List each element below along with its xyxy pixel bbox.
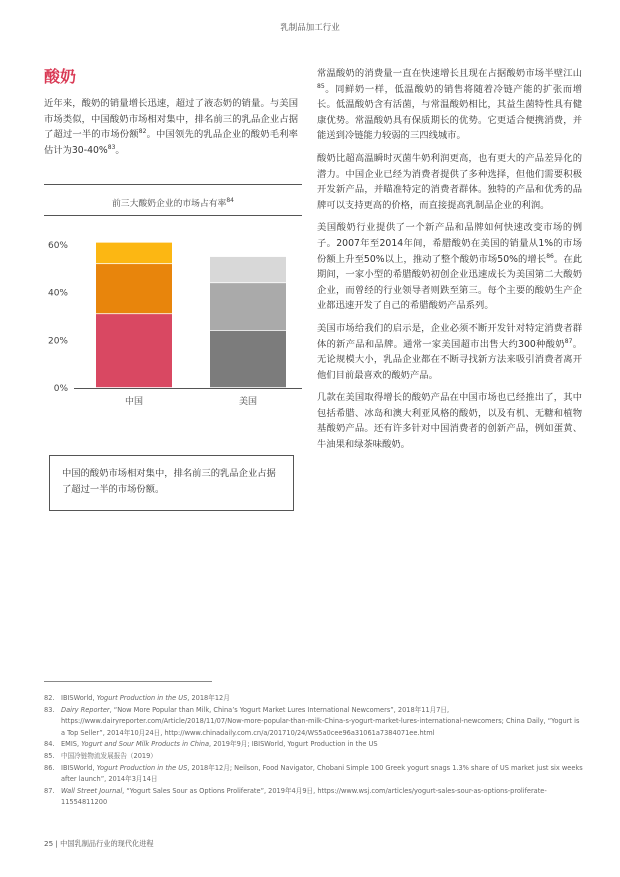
bar-segment-us-2 <box>210 283 286 330</box>
y-tick-label: 60% <box>47 241 68 251</box>
y-tick-label: 0% <box>53 384 68 394</box>
x-tick-label: 美国 <box>238 397 258 407</box>
paragraph-profitability: 酸奶比超高温瞬时灭菌牛奶利润更高，也有更大的产品差异化的潜力。中国企业已经为消费者提供了多种选择，但他们需要积极开发新产品，并瞄准特定的消费者群体。独特的产品和优秀的品牌可以支持更高的价格，而直接提高乳制品企业的利润。 <box>317 152 582 211</box>
y-tick-label: 20% <box>47 336 68 347</box>
page-footer: 25 | 中国乳制品行业的现代化进程 <box>44 839 154 848</box>
bar-segment-china-1 <box>96 314 172 387</box>
footnote-text: 中国冷链物流发展报告（2019） <box>61 751 157 760</box>
callout-box: 中国的酸奶市场相对集中，排名前三的乳品企业占据了超过一半的市场份额。 <box>49 455 294 511</box>
footnote-text: Wall Street Journal, “Yogurt Sales Sour as Options Proliferate”, 2019年4月9日, https://www.wsj.com/articles/yogurt-sales-sour-as-options-proliferate-11554811200 <box>61 786 547 807</box>
left-column <box>44 66 298 164</box>
footnote-number: 82. <box>44 694 55 702</box>
paragraph-us-lesson: 美国市场给我们的启示是，企业必须不断开发针对特定消费者群体的新产品和品牌。通常一家美国超市出售大约300种酸奶$^{87}$。无论规模大小，乳品企业都在不断寻找新方法来吸引消费者离开他们目前最喜欢的酸奶产品。 <box>317 322 582 381</box>
footnote-82 <box>44 693 584 705</box>
footnotes <box>44 693 584 809</box>
footnote-text: IBISWorld, Yogurt Production in the US, 2018年12月; Neilson, Food Navigator, Chobani Simple 100 Greek yogurt snags 1.3% share of US market just six weeks after launch”, 2014年3月14日 <box>61 763 583 784</box>
footnote-86 <box>44 763 584 786</box>
footnote-text: IBISWorld, Yogurt Production in the US, 2018年12月 <box>61 694 230 702</box>
paragraph-us-example: 美国酸奶行业提供了一个新产品和品牌如何快速改变市场的例子。2007年至2014年间，希腊酸奶在美国的销量从1%的市场份额上升至50%以上，推动了整个酸奶市场50%的增长$^{86}$。在此期间，一家小型的希腊酸奶初创企业迅速成长为美国第二大酸奶企业，而曾经的行业领导者则跌至第三。每个主要的酸奶生产企业都迅速开发了自己的希腊酸奶产品系列。 <box>317 222 582 312</box>
chart-top-rule <box>44 184 302 185</box>
running-header: 乳制品加工行业 <box>280 23 340 33</box>
y-tick-label: 40% <box>47 288 68 299</box>
footnote-text: Dairy Reporter, “Now More Popular than Milk, China’s Yogurt Market Lures International Newcomers”, 2018年11月7日, https://www.dairyreporter.com/Article/2018/11/07/Now-more-popular-than-milk-China-s-yogurt-market-lures-international-newcomers; China Daily, “Yogurt is a Top Seller”, 2014年10月24日, http://www.chinadaily.com.cn/a/201710/24/WS5a0cee96a31061a7384071ee.html <box>61 705 580 737</box>
footnote-85 <box>44 751 584 763</box>
footnote-number: 85. <box>44 751 55 760</box>
footnote-rule <box>44 681 212 682</box>
footnote-number: 87. <box>44 786 55 795</box>
market-share-chart <box>44 224 302 414</box>
footnote-83 <box>44 705 584 740</box>
chart-title-rule <box>44 215 302 216</box>
intro-paragraph: 近年来，酸奶的销量增长迅速，超过了液态奶的销量。与美国市场类似，中国酸奶市场相对集中，排名前三的乳品企业占据了超过一半的市场份额$^{82}$。中国领先的乳品企业的酸奶毛利率估计为30-40%$^{83}$。 <box>44 98 298 156</box>
footnote-84 <box>44 739 584 751</box>
chart-title: 前三大酸奶企业的市场占有率$^{84}$ <box>111 197 234 209</box>
paragraph-china-launches: 几款在美国取得增长的酸奶产品在中国市场也已经推出了，其中包括希腊、冰岛和澳大利亚风格的酸奶，以及有机、无糖和植物基酸奶产品。还有许多针对中国消费者的创新产品，例如蛋黄、牛油果和绿茶味酸奶。 <box>317 392 582 451</box>
bar-segment-us-1 <box>210 331 286 387</box>
footnote-number: 84. <box>44 740 55 749</box>
bar-segment-us-3 <box>210 257 286 282</box>
footnote-text: EMIS, Yogurt and Sour Milk Products in China, 2019年9月; IBISWorld, Yogurt Production in the US <box>61 740 378 749</box>
footnote-number: 83. <box>44 705 55 714</box>
x-tick-label: 中国 <box>124 397 144 407</box>
bar-segment-china-3 <box>96 243 172 264</box>
footnote-87 <box>44 786 584 809</box>
footnote-number: 86. <box>44 763 55 772</box>
paragraph-ambient-yogurt: 常温酸奶的消费量一直在快速增长且现在占据酸奶市场半壁江山$^{85}$。同鲜奶一样，低温酸奶的销售将随着冷链产能的扩张而增长。低温酸奶含有活菌，与常温酸奶相比，其益生菌特性具有健康优势。常温酸奶具有保质期长的优势。它更适合便携消费，并能送到冷链能力较弱的三四线城市。 <box>317 68 582 142</box>
bar-segment-china-2 <box>96 264 172 313</box>
right-column <box>317 66 582 460</box>
section-heading: 酸奶 <box>44 67 77 86</box>
